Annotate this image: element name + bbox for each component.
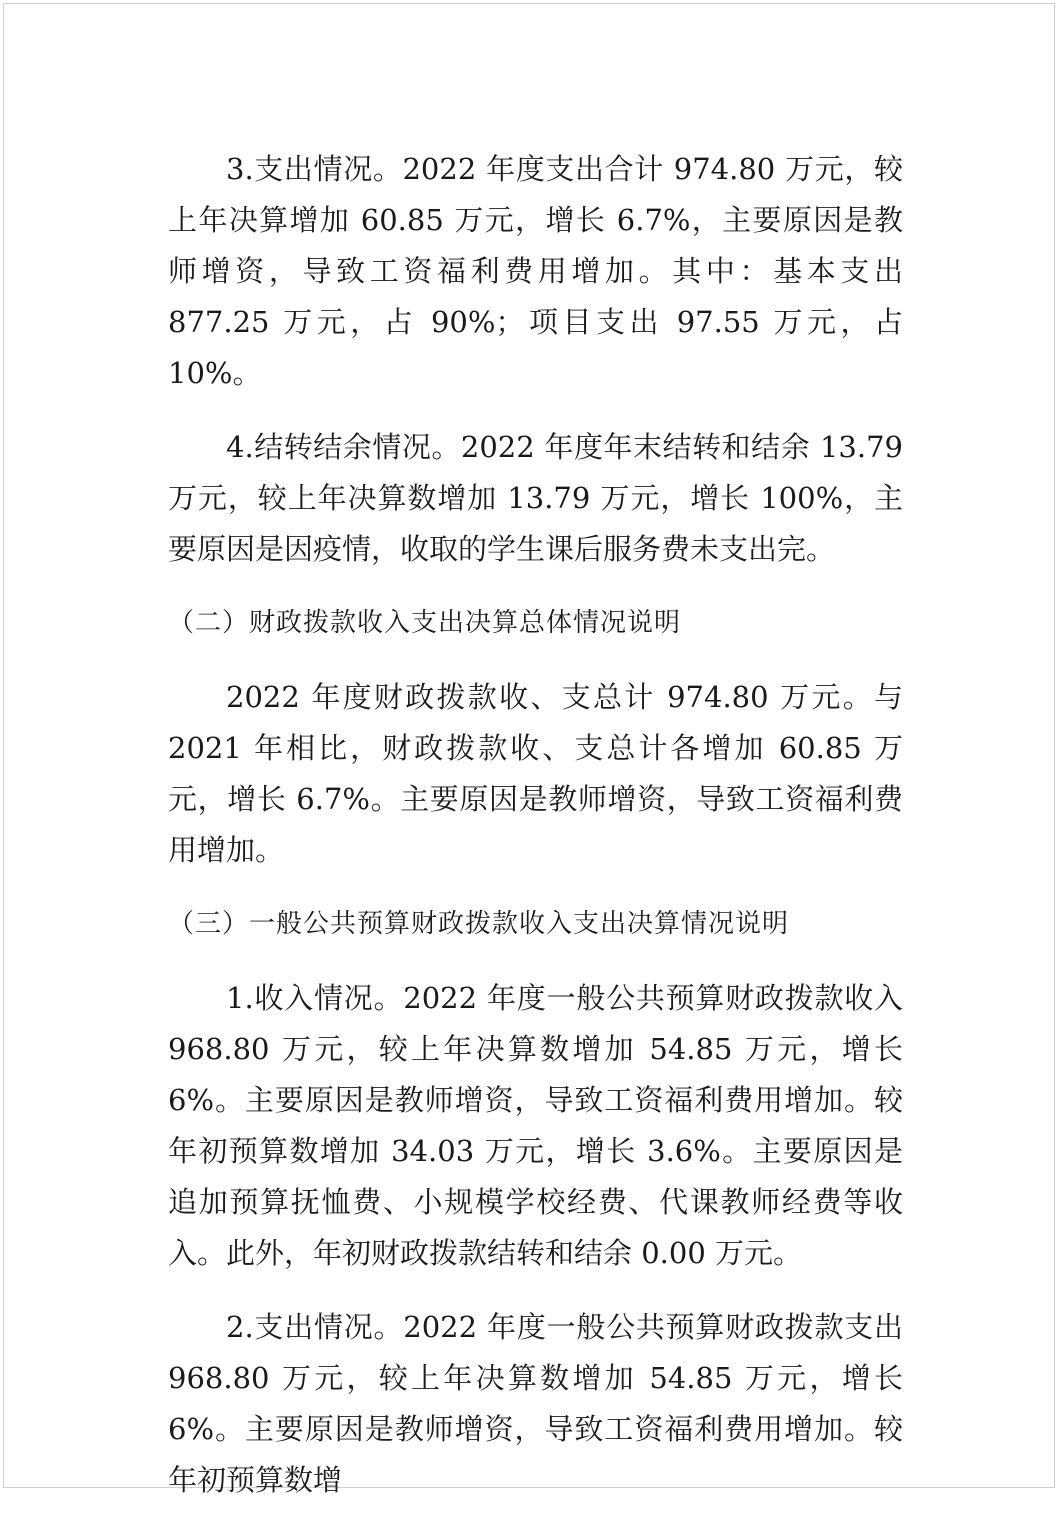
paragraph-fiscal-overview: 2022 年度财政拨款收、支总计 974.80 万元。与 2021 年相比，财政拨款收、支总计各增加 60.85 万元，增长 6.7%。主要原因是教师增资，导致工资福利费用增加。 [168,680,903,867]
paragraph-general-budget-income: 1.收入情况。2022 年度一般公共预算财政拨款收入 968.80 万元，较上年决算数增加 54.85 万元，增长 6%。主要原因是教师增资，导致工资福利费用增加。较年初预算数增加 34.03 万元，增长 3.6%。主要原因是追加预算抚恤费、小规模学校经费、代课教师经费等收入。此外，年初财政拨款结转和结余 0.00 万元。 [168,981,903,1270]
document-body [168,144,903,1529]
paragraph-general-budget-expenditure: 2.支出情况。2022 年度一般公共预算财政拨款支出 968.80 万元，较上年决算数增加 54.85 万元，增长 6%。主要原因是教师增资，导致工资福利费用增加。较年初预算数增 [168,1310,903,1497]
paragraph-carryover-balance: 4.结转结余情况。2022 年度年末结转和结余 13.79 万元，较上年决算数增加 13.79 万元，增长 100%，主要原因是因疫情，收取的学生课后服务费未支出完。 [168,430,903,566]
paragraph-expenditure: 3.支出情况。2022 年度支出合计 974.80 万元，较上年决算增加 60.85 万元，增长 6.7%，主要原因是教师增资，导致工资福利费用增加。其中：基本支出 877.25 万元，占 90%；项目支出 97.55 万元，占 10%。 [168,152,903,390]
document-page [3,3,1055,1497]
section-heading-general-budget: （三）一般公共预算财政拨款收入支出决算情况说明 [168,909,790,939]
section-heading-fiscal-overview: （二）财政拨款收入支出决算总体情况说明 [168,608,682,638]
